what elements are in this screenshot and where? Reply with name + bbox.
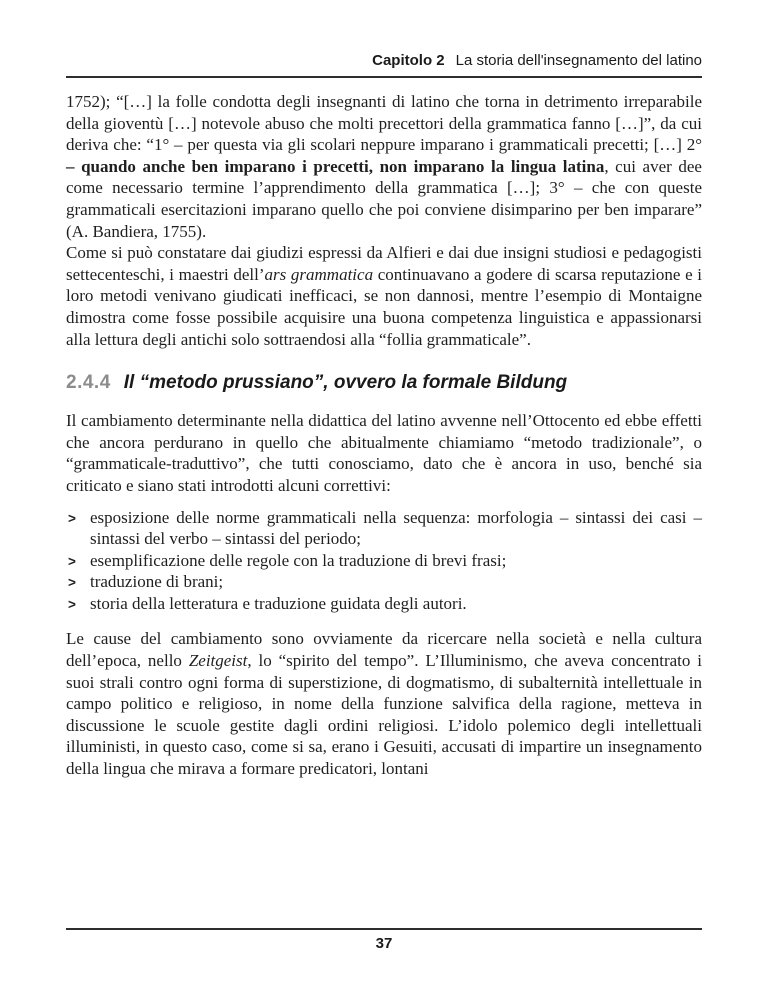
paragraph-alfieri-judgement: Come si può constatare dai giudizi espressi da Alfieri e dai due insigni studiosi e pedagogisti settecenteschi, i maestri dell’ars grammatica continuavano a godere di scarsa reputazione e i loro metodi venivano giudicati inefficaci, se non dannosi, mentre l’esempio di Montaigne dimostra come fosse possibile acquisire una buona competenza linguistica e appassionarsi alla lettura degli antichi solo sottraendosi alla “follia grammaticale”. [66, 243, 702, 349]
page-body-text [66, 91, 702, 780]
section-heading [66, 372, 702, 394]
list-item-text: esposizione delle norme grammaticali nella sequenza: morfologia – sintassi dei casi – sintassi del verbo – sintassi del periodo; [90, 507, 702, 549]
paragraph-metodo-tradizionale: Il cambiamento determinante nella didattica del latino avvenne nell’Ottocento ed ebbe effetti che ancora perdurano in quello che abitualmente chiamiamo “metodo tradizionale”, o “grammaticale-traduttivo”, che tutti conosciamo, dato che è ancora in uso, benché sia criticato e siano stati introdotti alcuni correttivi: [66, 411, 702, 495]
chapter-label: Capitolo 2 [372, 52, 445, 69]
page-footer [66, 928, 702, 953]
list-item-text: esemplificazione delle regole con la traduzione di brevi frasi; [90, 550, 507, 570]
list-item [66, 571, 702, 593]
paragraph-cause-cambiamento: Le cause del cambiamento sono ovviamente da ricercare nella società e nella cultura dell’epoca, nello Zeitgeist, lo “spirito del tempo”. L’Illuminismo, che aveva concentrato i suoi strali contro ogni forma di superstizione, di dogmatismo, di subalternità intellettuale in campo politico e religioso, in nome della funzione salvifica della ragione, metteva in discussione le scuole gestite dagli ordini religiosi. L’idolo polemico degli intellettuali illuministi, in questo caso, come si sa, erano i Gesuiti, accusati di impartire un insegnamento della lingua che mirava a formare predicatori, lontani [66, 629, 702, 779]
list-item [66, 507, 702, 550]
bullet-marker-icon: > [68, 553, 76, 569]
list-item-text: storia della letteratura e traduzione guidata degli autori. [90, 593, 467, 613]
page-number: 37 [375, 935, 393, 952]
paragraph-quote-bandiera: 1752); “[…] la folle condotta degli insegnanti di latino che torna in detrimento irreparabile della gioventù […] notevole abuso che molti precettori della grammatica fanno […]”, da cui deriva che: “1° – per questa via gli scolari neppure imparano i grammaticali precetti; […] 2° – quando anche ben imparano i precetti, non imparano la lingua latina, cui aver dee come necessario termine l’apprendimento della grammatica […]; 3° – che con queste grammaticali esercitazioni imparano quello che poi conviene disimparino per ben imparare” (A. Bandiera, 1755). [66, 92, 702, 241]
section-title: Il “metodo prussiano”, ovvero la formale Bildung [123, 372, 568, 394]
section-number: 2.4.4 [66, 372, 111, 394]
list-item-text: traduzione di brani; [90, 572, 224, 592]
header-line [66, 52, 702, 78]
running-header [66, 0, 702, 78]
chapter-title: La storia dell'insegnamento del latino [455, 52, 702, 69]
list-item [66, 550, 702, 572]
list-item [66, 593, 702, 615]
bullet-marker-icon: > [68, 510, 76, 526]
bullet-list [66, 507, 702, 615]
bullet-marker-icon: > [68, 575, 76, 591]
bullet-marker-icon: > [68, 596, 76, 612]
